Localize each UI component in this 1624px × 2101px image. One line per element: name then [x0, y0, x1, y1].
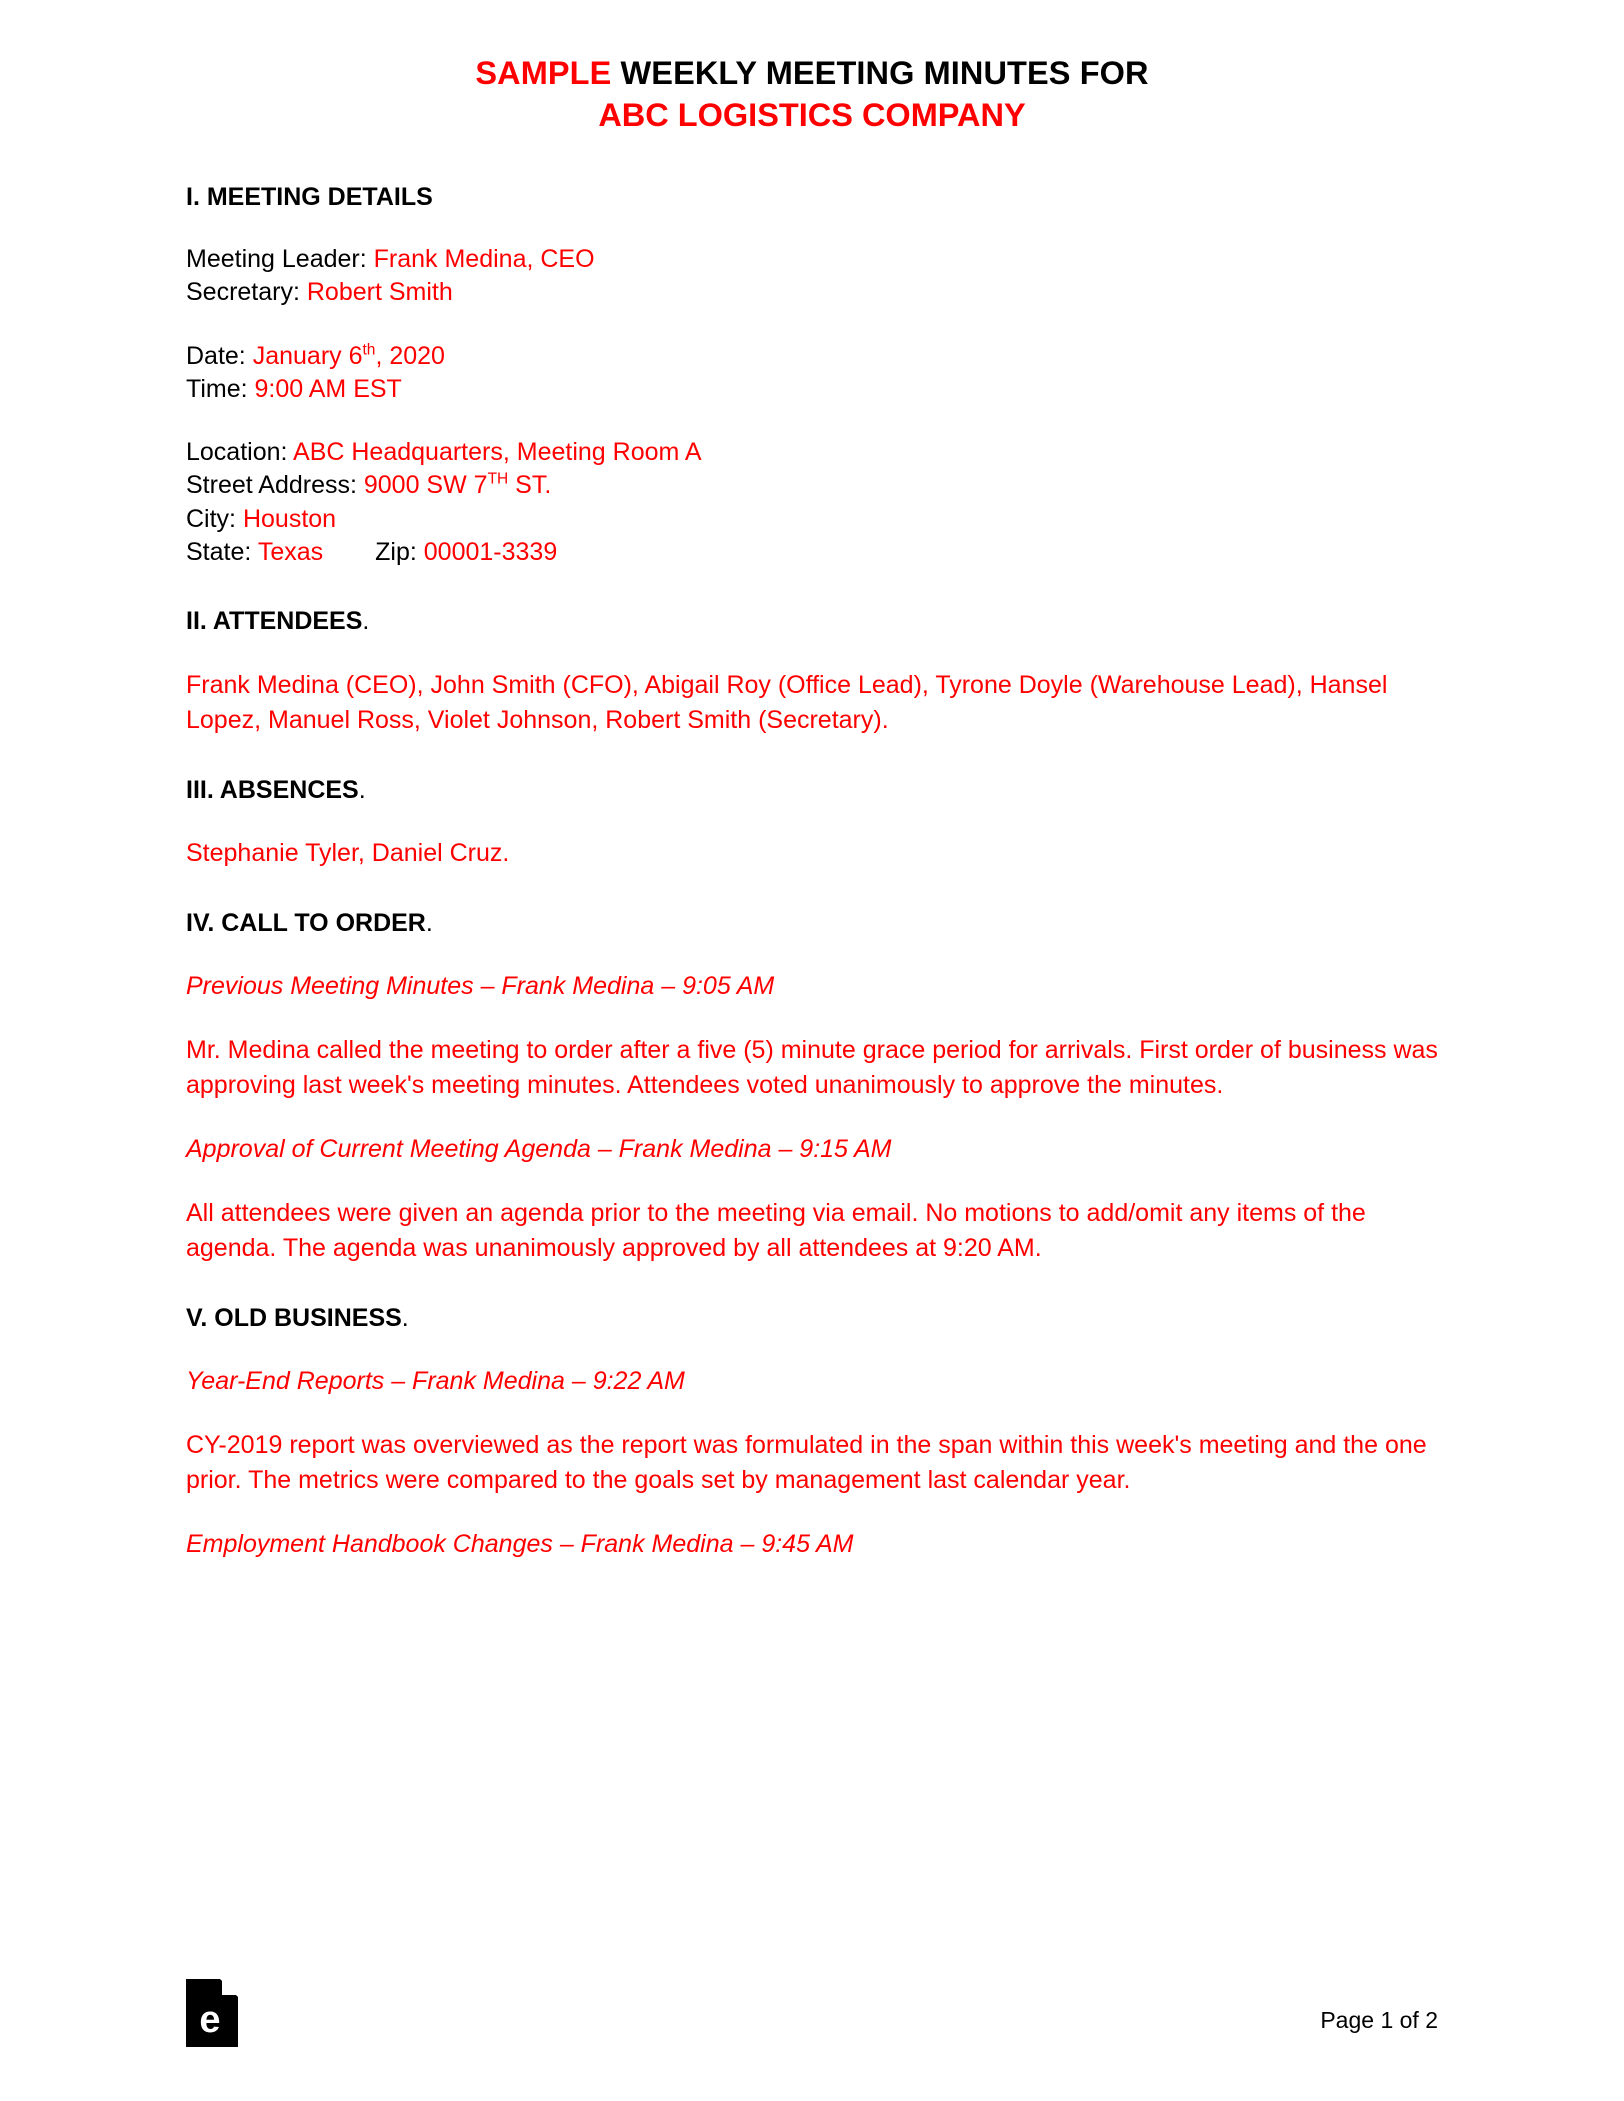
street-address-ordinal: TH: [487, 470, 509, 488]
section-heading-call-to-order: [186, 907, 1438, 940]
section-heading-attendees: [186, 605, 1438, 638]
date-value-tail: , 2020: [375, 341, 445, 370]
title-sample-word: SAMPLE: [475, 55, 612, 91]
date-label: Date:: [186, 341, 253, 370]
field-secretary: [186, 276, 1438, 309]
state-value: Texas: [257, 537, 324, 566]
time-label: Time:: [186, 374, 255, 403]
page-footer: [186, 1971, 1438, 2047]
zip-value: 00001-3339: [423, 537, 558, 566]
absences-heading-text: III. ABSENCES: [186, 775, 359, 804]
title-line1-rest: WEEKLY MEETING MINUTES FOR: [611, 55, 1149, 91]
attendees-heading-period: .: [362, 607, 370, 635]
street-address-label: Street Address:: [186, 471, 364, 500]
field-street-address: [186, 469, 1438, 502]
section-heading-absences: [186, 774, 1438, 807]
agenda-item-subheading: Employment Handbook Changes – Frank Medina – 9:45 AM: [186, 1529, 854, 1558]
call-to-order-heading-period: .: [425, 909, 433, 937]
agenda-item-body: All attendees were given an agenda prior to the meeting via email. No motions to add/omit any items of the agenda. The agenda was unanimously approved by all attendees at 9:20 AM.: [186, 1199, 1366, 1262]
field-meeting-leader: [186, 243, 1438, 276]
street-address-value: [364, 471, 551, 499]
street-address-tail: ST.: [508, 471, 552, 500]
street-address-main: 9000 SW 7: [363, 471, 488, 500]
date-value-ordinal: th: [362, 341, 376, 359]
call-to-order-heading-text: IV. CALL TO ORDER: [186, 909, 426, 937]
eforms-logo-icon: [186, 1979, 238, 2047]
meeting-leader-label: Meeting Leader:: [186, 245, 374, 273]
date-value: [253, 342, 445, 370]
page-number: Page 1 of 2: [1320, 2007, 1438, 2034]
page-title: [186, 52, 1438, 94]
field-time: [186, 373, 1438, 406]
time-value: 9:00 AM EST: [254, 374, 402, 403]
old-business-heading-period: .: [401, 1304, 409, 1332]
old-business-heading-text: V. OLD BUSINESS: [186, 1304, 402, 1332]
absences-body: Stephanie Tyler, Daniel Cruz.: [186, 839, 510, 867]
attendees-heading-text: II. ATTENDEES: [186, 607, 363, 635]
secretary-label: Secretary:: [186, 278, 307, 307]
city-value: Houston: [242, 504, 337, 533]
svg-text:e: e: [199, 1999, 221, 2041]
field-location: [186, 436, 1438, 469]
field-city: [186, 503, 1438, 536]
location-label: Location:: [186, 438, 294, 466]
secretary-value: Robert Smith: [306, 278, 453, 307]
meeting-leader-value: Frank Medina, CEO: [373, 245, 595, 273]
field-state-zip: [186, 536, 1438, 569]
agenda-item-body: CY-2019 report was overviewed as the report was formulated in the span within this week's meeting and the one prior. The metrics were compared to the goals set by management last calendar year.: [186, 1430, 1427, 1494]
absences-heading-period: .: [358, 775, 366, 804]
agenda-item-body: Mr. Medina called the meeting to order after a five (5) minute grace period for arrivals. First order of business was approving last week's meeting minutes. Attendees voted unanimously to approve the minutes.: [186, 1035, 1438, 1099]
agenda-item-subheading: Year-End Reports – Frank Medina – 9:22 AM: [186, 1366, 685, 1395]
zip-label: Zip:: [375, 537, 424, 566]
page-subtitle: ABC LOGISTICS COMPANY: [598, 97, 1026, 134]
field-date: [186, 340, 1438, 373]
city-label: City:: [186, 504, 243, 533]
location-value: ABC Headquarters, Meeting Room A: [293, 438, 702, 466]
state-label: State:: [186, 537, 258, 566]
agenda-item-subheading: Previous Meeting Minutes – Frank Medina – 9:05 AM: [186, 971, 775, 1000]
section-heading-meeting-details: I. MEETING DETAILS: [186, 182, 433, 211]
agenda-item-subheading: Approval of Current Meeting Agenda – Frank Medina – 9:15 AM: [186, 1134, 892, 1163]
attendees-body: Frank Medina (CEO), John Smith (CFO), Abigail Roy (Office Lead), Tyrone Doyle (Warehouse Lead), Hansel Lopez, Manuel Ross, Violet Johnson, Robert Smith (Secretary).: [186, 670, 1388, 734]
date-value-main: January 6: [252, 341, 363, 370]
section-heading-old-business: [186, 1302, 1438, 1335]
